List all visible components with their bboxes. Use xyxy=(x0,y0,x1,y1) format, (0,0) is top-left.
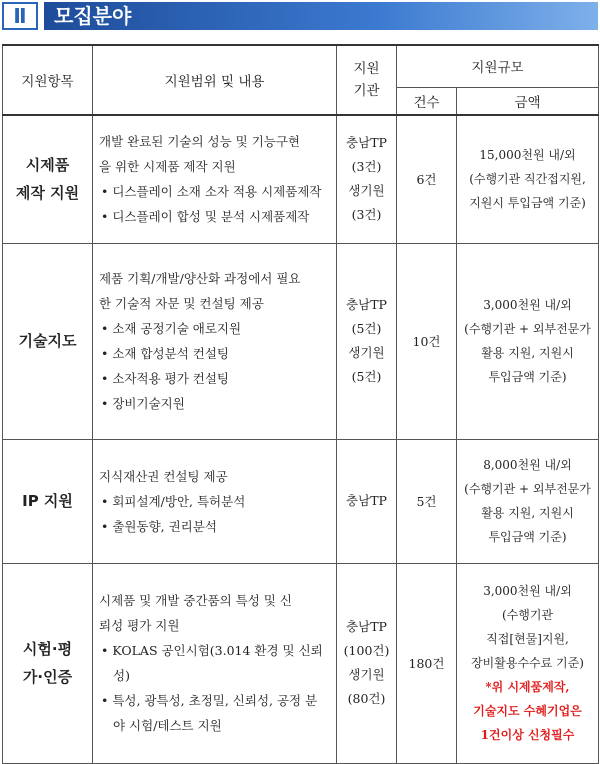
note-text: 1건이상 신청필수 xyxy=(480,728,575,742)
row-institution: 충남TP (5건) 생기원 (5건) xyxy=(337,243,397,439)
row-category: 시험·평 가·인증 xyxy=(3,563,93,763)
header-amount: 금액 xyxy=(457,87,599,115)
row-count: 180건 xyxy=(397,563,457,763)
row-scope: 개발 완료된 기술의 성능 및 기능구현 을 위한 시제품 제작 지원 • 디스플레이 소재 소자 적용 시제품제작 • 디스플레이 합성 및 분석 시제품제작 xyxy=(93,115,337,243)
header-item: 지원항목 xyxy=(3,45,93,115)
row-scope: 제품 기획/개발/양산화 과정에서 필요 한 기술적 자문 및 컨설팅 제공 • 소재 공정기술 애로지원 • 소재 합성분석 컨설팅 • 소자적용 평가 컨설팅 • 장비기술지원 xyxy=(93,243,337,439)
header-scope: 지원범위 및 내용 xyxy=(93,45,337,115)
bullet-text: 야 시험/테스트 지원 xyxy=(113,718,222,733)
bullet-text: 특성, 광특성, 초정밀, 신뢰성, 공정 분 xyxy=(112,693,318,708)
bullet-text: 장비기술지원 xyxy=(112,396,185,411)
bullet-text: 디스플레이 합성 및 분석 시제품제작 xyxy=(112,209,310,225)
table-row xyxy=(3,439,599,563)
table-row xyxy=(3,563,599,763)
header-institution xyxy=(337,45,397,115)
section-number: Ⅱ xyxy=(2,2,38,30)
table-row xyxy=(3,115,599,243)
section-header xyxy=(0,0,600,34)
row-category: 기술지도 xyxy=(3,243,93,439)
row-category: 시제품 제작 지원 xyxy=(3,115,93,243)
bullet-text: 디스플레이 소재 소자 적용 시제품제작 xyxy=(112,184,322,200)
header-institution-line2: 기관 xyxy=(353,83,380,99)
header-institution-line1: 지원 xyxy=(353,61,380,77)
row-count: 5건 xyxy=(397,439,457,563)
row-amount: 3,000천원 내/외 (수행기관 직접[현물]지원, 장비활용수수료 기준) *위 시제품제작, 기술지도 수혜기업은 1건이상 신청필수 xyxy=(457,563,599,763)
row-institution: 충남TP (3건) 생기원 (3건) xyxy=(337,115,397,243)
header-count: 건수 xyxy=(397,87,457,115)
row-institution: 충남TP (100건) 생기원 (80건) xyxy=(337,563,397,763)
bullet-text: 회피설계/방안, 특허분석 xyxy=(112,493,246,509)
row-amount: 15,000천원 내/외 (수행기관 직간접지원, 지원시 투입금액 기준) xyxy=(457,115,599,243)
bullet-text: 소재 공정기술 애로지원 xyxy=(112,321,242,336)
recruitment-table xyxy=(2,44,599,764)
row-scope: 시제품 및 개발 중간품의 특성 및 신 뢰성 평가 지원 • KOLAS 공인시험(3.014 환경 및 신뢰성) • 특성, 광특성, 초정밀, 신뢰성, 공정 분 야 시험/테스트 지원 xyxy=(93,563,337,763)
bullet-text: 소자적용 평가 컨설팅 xyxy=(112,371,229,386)
row-category: IP 지원 xyxy=(3,439,93,563)
section-title: 모집분야 xyxy=(44,2,598,30)
row-scope: 지식재산권 컨설팅 제공 • 회피설계/방안, 특허분석 • 출원동향, 권리분석 xyxy=(93,439,337,563)
row-institution: 충남TP xyxy=(337,439,397,563)
bullet-text: KOLAS 공인시험(3.014 환경 및 신뢰성) xyxy=(112,643,323,683)
table-row xyxy=(3,243,599,439)
bullet-text: 소재 합성분석 컨설팅 xyxy=(112,346,229,361)
note-text: 기술지도 수혜기업은 xyxy=(473,704,582,718)
row-amount: 3,000천원 내/외 (수행기관 + 외부전문가 활용 지원, 지원시 투입금액 기준) xyxy=(457,243,599,439)
row-count: 6건 xyxy=(397,115,457,243)
row-count: 10건 xyxy=(397,243,457,439)
note-text: *위 시제품제작, xyxy=(485,680,570,694)
header-scale: 지원규모 xyxy=(397,45,599,87)
bullet-text: 출원동향, 권리분석 xyxy=(112,518,217,534)
row-amount: 8,000천원 내/외 (수행기관 + 외부전문가 활용 지원, 지원시 투입금액 기준) xyxy=(457,439,599,563)
